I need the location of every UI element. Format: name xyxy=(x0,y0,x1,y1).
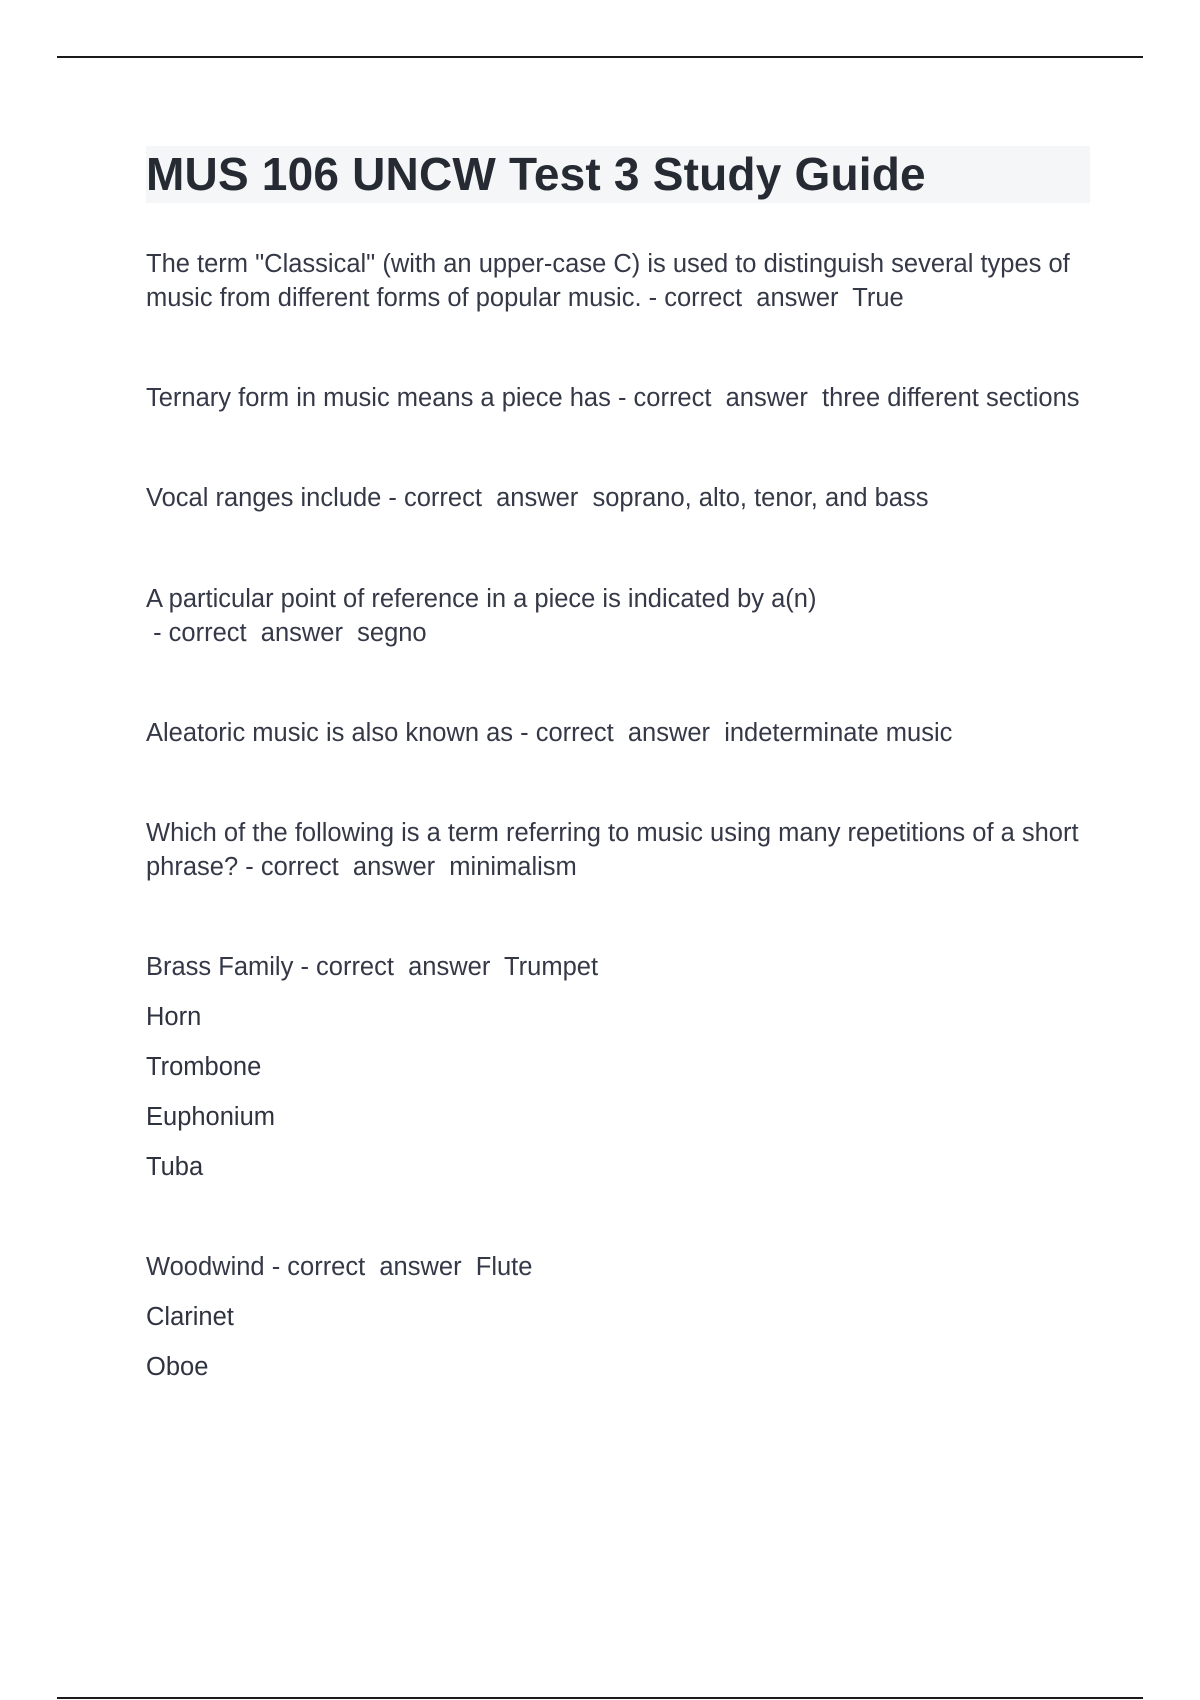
card-separator: - correct answer xyxy=(381,484,593,512)
card-question: The term "Classical" (with an upper-case C) is used to distinguish several types of music from different forms of popular music. xyxy=(146,250,1070,312)
card-answer: three different sections xyxy=(822,384,1080,412)
answer-list-item: Clarinet xyxy=(146,1303,234,1331)
flashcard xyxy=(146,716,1090,750)
flashcard xyxy=(146,247,1090,315)
card-separator: - correct answer xyxy=(513,719,725,747)
card-question: Aleatoric music is also known as xyxy=(146,719,514,747)
card-answer: segno xyxy=(357,619,427,647)
card-question: Which of the following is a term referring to music using many repetitions of a short phrase? xyxy=(146,819,1079,881)
card-answer: Flute xyxy=(475,1253,533,1281)
page-title: MUS 106 UNCW Test 3 Study Guide xyxy=(146,148,926,200)
card-separator: - correct answer xyxy=(293,953,505,981)
card-question: Woodwind xyxy=(146,1253,265,1281)
flashcard xyxy=(146,381,1090,415)
card-separator: - correct answer xyxy=(238,853,450,881)
card-question: Vocal ranges include xyxy=(146,484,382,512)
top-rule xyxy=(57,56,1143,58)
card-answer: Trumpet xyxy=(504,953,599,981)
card-answer: minimalism xyxy=(449,853,577,881)
card-separator: - correct answer xyxy=(641,284,853,312)
answer-list-item: Euphonium xyxy=(146,1103,276,1131)
card-answer: soprano, alto, tenor, and bass xyxy=(592,484,929,512)
flashcard xyxy=(146,582,1090,650)
flashcard xyxy=(146,481,1090,515)
card-separator: - correct answer xyxy=(146,619,358,647)
title-band xyxy=(146,146,1090,203)
card-question: A particular point of reference in a piece is indicated by a(n) xyxy=(146,585,817,613)
answer-list-item: Horn xyxy=(146,1003,202,1031)
flashcard xyxy=(146,1250,1090,1284)
document-body xyxy=(146,146,1090,1384)
card-question: Brass Family xyxy=(146,953,294,981)
answer-list-item: Trombone xyxy=(146,1053,262,1081)
answer-list-item: Tuba xyxy=(146,1153,204,1181)
card-answer: True xyxy=(852,284,904,312)
card-question: Ternary form in music means a piece has xyxy=(146,384,611,412)
bottom-rule xyxy=(57,1697,1143,1699)
flashcard xyxy=(146,950,1090,984)
card-separator: - correct answer xyxy=(610,384,822,412)
card-answer: indeterminate music xyxy=(724,719,953,747)
flashcard xyxy=(146,816,1090,884)
card-separator: - correct answer xyxy=(264,1253,476,1281)
answer-list-item: Oboe xyxy=(146,1353,209,1381)
